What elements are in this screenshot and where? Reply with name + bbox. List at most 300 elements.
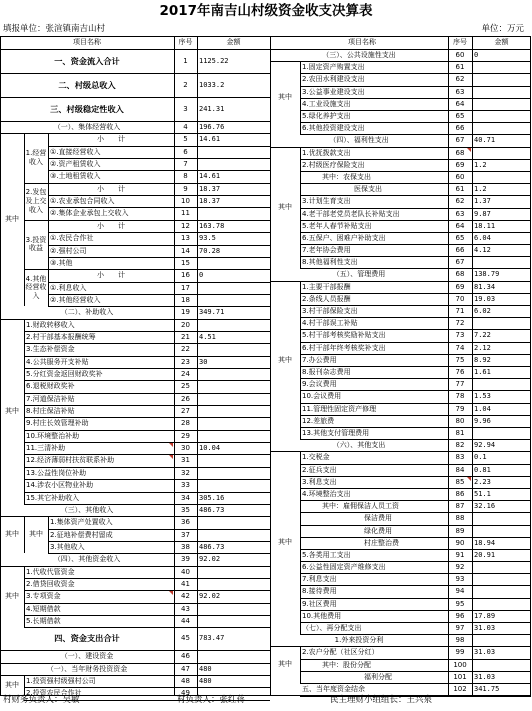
right-row-no: 100 [453,660,467,669]
right-side-label: 其中 [278,203,292,212]
right-row-amount: 31.03 [474,648,496,657]
left-row-amount [199,454,270,466]
left-row-no: 20 [181,320,190,329]
left-row-amount: 486.73 [199,542,225,551]
left-row-label: （三）、其他收入 [60,505,114,514]
right-row-label: 4.老干部老党员老队长补贴支出 [302,209,400,218]
right-row-no: 64 [455,99,465,108]
right-row-amount [474,585,531,597]
right-row-label: 2.条线人员报酬 [302,294,351,303]
left-row-label: 4.公共服务开支补贴 [26,357,89,366]
left-row-amount [199,405,270,417]
right-row-amount [474,561,531,573]
left-row-amount: 18.37 [199,184,221,193]
right-row-no: 85 [455,477,465,486]
right-row-amount [474,256,531,268]
right-row-label: 9.会议费用 [302,380,337,389]
right-row-no: 69 [455,160,465,169]
left-side-col-line [24,675,25,696]
right-row-amount [474,98,531,110]
right-row-no: 61 [455,63,465,72]
left-row-amount: 1033.2 [199,81,225,89]
right-row-label: 3.公益事业建设支出 [302,87,365,96]
left-row-amount [199,467,270,479]
left-row-label: （一）、建设资金 [60,652,114,661]
left-row-label: 13.公益性岗位补助 [26,468,87,477]
left-row-label: （一）、当年财务投资资金 [46,664,128,673]
right-row-amount [474,598,531,610]
left-row-no: 29 [181,431,190,440]
left-header-no: 序号 [178,38,193,46]
right-row-label: 3.计划生育支出 [302,197,351,206]
right-row-no: 62 [455,75,465,84]
right-row-no: 69 [455,282,465,291]
left-row-amount [199,146,270,158]
left-row-amount [199,603,270,615]
right-row-amount: 81.34 [474,282,496,291]
right-row-amount: 18.94 [474,538,496,547]
right-row-no: 64 [455,221,465,230]
right-row-no: 60 [455,51,465,59]
right-row-amount [474,512,531,524]
right-side-label: 其中 [278,538,292,547]
right-row-no: 66 [455,246,465,255]
right-row-amount [474,73,531,85]
left-row-no: 30 [181,444,190,453]
right-row-no: 101 [453,672,467,681]
left-group-line [24,183,48,184]
left-row-label: 3.生态补偿资金 [26,345,75,354]
right-row-amount [474,122,531,134]
left-row-no: 12 [181,221,190,230]
comment-marker-icon [169,591,173,595]
left-group-col-line [48,133,49,306]
right-row-no: 77 [455,380,465,389]
left-row-label: 5.分红资金返回财政奖补 [26,370,103,378]
right-row-amount: 1.61 [474,368,491,376]
left-side-label: 其中 [5,406,19,415]
left-row-no: 42 [181,592,190,601]
left-group-label: 4.其他经营收入 [25,274,47,301]
right-row-amount: 4.12 [474,246,491,255]
left-row-no: 26 [181,394,190,403]
left-group-line [24,220,48,221]
reporting-unit: 填报单位：张渲镇南吉山村 [3,24,106,34]
left-group-label: 2.发包及上交收入 [25,188,47,214]
right-row-label: 8.接待费用 [302,587,337,596]
left-row-no: 38 [181,542,190,551]
right-row-label: 6.公益性固定资产维修支出 [302,563,386,572]
left-row-label: 7.河道保洁补贴 [26,394,75,403]
left-row-amount: 196.76 [199,123,225,131]
left-row-label: 5.长期借款 [26,617,61,625]
right-row-amount [474,573,531,585]
right-row-label: 5.老年人春节补贴支出 [302,221,372,230]
right-row-label: 3.利息支出 [302,477,337,486]
left-row-no: 48 [181,677,190,686]
left-side-label: 其中 [5,215,19,224]
left-row-amount: 10.04 [199,444,221,453]
left-row-no: 39 [181,555,190,564]
left-row-amount: 14.61 [199,135,221,144]
right-row-amount: 1.53 [474,392,491,401]
left-row-amount [199,430,270,442]
left-side-col-line [24,566,25,628]
right-row-label: 4.环境整治支出 [302,489,351,498]
right-row-label: 10.其他费用 [302,611,342,620]
right-row-label: 4.工业设施支出 [302,99,351,108]
right-row-amount: 2.23 [474,477,491,486]
comment-marker-icon [169,455,173,459]
left-row-amount: 92.02 [199,592,221,601]
right-row-no: 82 [455,441,465,450]
right-row-no: 73 [455,331,465,340]
right-side-label: 其中 [278,660,292,669]
left-row-amount [199,319,270,331]
right-row-label: 7.办公费用 [302,355,337,364]
left-row-no: 46 [181,652,190,661]
right-row-no: 91 [455,550,465,559]
left-row-no: 16 [181,271,190,280]
right-row-amount: 51.1 [474,489,491,498]
left-row-no: 17 [181,283,190,292]
right-row-amount: 17.89 [474,611,496,620]
right-row-no: 80 [455,416,465,425]
right-row-amount: 40.71 [474,136,496,145]
right-row-label: 12.差旅费 [302,416,335,425]
left-row-no: 9 [183,184,188,193]
left-row-label: 11.三清补助 [26,444,66,453]
left-row-no: 15 [181,258,190,267]
left-row-no: 47 [181,664,190,673]
left-row-label: 二、村级总收入 [58,80,116,90]
left-row-no: 21 [181,332,190,341]
left-row-no: 22 [181,345,190,354]
left-row-amount: 480 [199,664,212,673]
right-row-label: 2.征兵支出 [302,465,337,474]
left-group-label: 3.投资收益 [25,235,47,253]
left-row-no: 18 [181,295,190,304]
right-row-label: 5.村干部考核奖励补贴支出 [302,331,386,340]
left-row-no: 41 [181,579,190,588]
right-row-no: 72 [455,319,465,328]
left-row-amount: 349.71 [199,308,225,317]
right-side-label: 其中 [278,93,292,102]
right-row-amount: 1.2 [474,160,487,169]
left-header-item: 项目名称 [73,38,101,46]
right-row-no: 61 [455,185,465,194]
left-row-label: ②.强村公司 [50,246,87,255]
right-row-no: 89 [455,526,465,535]
right-row-label: 10.会议费用 [302,392,342,401]
right-side-col-line [300,451,301,634]
left-row-label: 一、资金流入合计 [54,56,120,66]
finance-officer-signature: 村财务负责人：吴敏 [3,695,80,705]
left-row-amount: 18.37 [199,197,221,206]
right-row-no: 102 [453,685,467,693]
right-row-no: 60 [455,172,465,181]
left-row-label: 1.财政转移收入 [26,320,75,329]
left-row-amount [199,158,270,170]
left-row-amount [199,368,270,380]
right-row-amount [474,317,531,329]
left-row-label: 2.借贷回收资金 [26,579,75,588]
right-row-amount [474,147,531,159]
left-row-amount [199,282,270,294]
left-row-label: ②.集体企业承包上交收入 [50,209,129,218]
right-row-no: 75 [455,355,465,364]
left-row-label: 6.退税财政奖补 [26,382,75,391]
left-group-col-line [48,516,49,553]
left-row-no: 14 [181,246,190,255]
right-row-no: 65 [455,111,465,120]
left-group-label: 1.经营收入 [25,149,47,167]
left-row-label: 小 计 [97,271,125,280]
left-row-no: 49 [181,689,190,698]
right-row-no: 76 [455,368,465,376]
right-row-amount: 2.12 [474,343,491,352]
left-row-label: 2.村干部基本报酬统筹 [26,332,96,341]
right-row-label: 11.管理性固定资产修理 [302,404,377,413]
left-row-no: 44 [181,617,190,625]
right-row-amount: 92.94 [474,441,496,450]
left-row-no: 43 [181,604,190,613]
right-row-no: 86 [455,489,465,498]
right-row-amount [474,171,531,183]
left-row-label: ①.直接经营收入 [50,147,101,156]
left-row-label: ③.土地租赁收入 [50,172,101,181]
left-row-amount [199,479,270,491]
left-row-amount: 1125.22 [199,57,229,65]
left-row-no: 6 [183,147,188,156]
right-side-col-line [300,147,301,269]
left-row-no: 24 [181,370,190,378]
left-row-amount [199,257,270,269]
right-row-label: 保洁费用 [364,514,392,523]
right-row-no: 62 [455,197,465,206]
left-row-label: 15.其它补助收入 [26,493,80,502]
left-row-amount: 30 [199,357,208,366]
right-row-no: 87 [455,502,465,511]
comment-marker-icon [169,443,173,447]
right-row-no: 93 [455,575,465,584]
right-header-item: 项目名称 [348,38,376,46]
right-row-amount: 19.03 [474,294,496,303]
right-row-label: 福利分配 [364,672,392,681]
right-side-label: 其中 [278,355,292,364]
right-row-label: 3.村干部保险支出 [302,307,358,316]
right-row-amount: 1.37 [474,197,491,206]
currency-unit: 单位：万元 [481,24,524,34]
right-row-no: 92 [455,563,465,572]
right-row-amount [474,427,531,439]
right-row-amount [474,61,531,73]
left-group-label: 其中 [29,530,43,539]
right-row-no: 66 [455,124,465,133]
right-row-no: 68 [455,270,465,279]
left-row-no: 31 [181,456,190,465]
right-row-label: 绿化费用 [364,526,392,535]
left-row-amount [199,343,270,355]
left-row-no: 23 [181,357,190,366]
right-row-amount: 1.2 [474,185,487,194]
left-row-no: 27 [181,407,190,416]
left-row-amount: 93.5 [199,234,216,243]
left-row-label: 2.投资农民合作社 [26,689,82,698]
right-row-label: 1.外来投资分利 [334,636,384,645]
left-row-label: 四、资金支出合计 [54,633,120,644]
left-row-no: 45 [181,634,190,643]
right-row-label: 其中：雇佣保洁人员工资 [322,502,399,511]
right-row-label: 9.社区费用 [302,599,337,608]
right-row-amount: 6.04 [474,233,491,242]
right-row-amount: 9.96 [474,416,491,425]
left-row-label: 1.投资强村级强村公司 [26,677,96,686]
left-row-amount: 163.78 [199,221,225,230]
right-row-no: 67 [455,258,465,267]
left-row-label: 小 计 [97,221,125,230]
left-row-label: 12.经济薄弱村扶贫联系补助 [26,456,115,465]
left-row-no: 35 [181,505,190,514]
right-row-label: 1.主要干部报酬 [302,282,351,291]
left-row-amount [199,529,270,541]
left-row-amount: 92.02 [199,555,221,564]
right-row-label: 2.农户分配（社区分红） [302,648,379,657]
right-header-amount: 金额 [494,38,509,46]
left-row-amount: 4.51 [199,332,216,341]
right-row-no: 97 [455,624,465,633]
right-row-no: 79 [455,404,465,413]
left-row-no: 25 [181,382,190,391]
left-row-label: 1.代收代管资金 [26,567,75,576]
right-side-col-line [300,281,301,440]
right-row-label: 7.老年协会费用 [302,246,351,255]
right-row-label: 1.固定资产购置支出 [302,63,365,72]
right-row-label: 5.绿化养护支出 [302,111,351,120]
right-row-label: 4.村干部误工补贴 [302,319,358,328]
right-row-label: （五）、管理费用 [332,270,386,279]
left-row-no: 13 [181,234,190,243]
right-row-label: 1.优抚拨款支出 [302,148,351,157]
right-row-amount [474,378,531,390]
left-row-label: 小 计 [97,184,125,193]
left-row-amount: 14.61 [199,172,221,181]
right-row-amount: 8.92 [474,355,491,364]
right-row-no: 99 [455,648,465,657]
right-row-amount [474,659,531,671]
left-row-label: 14.涉农小区物业补助 [26,481,94,490]
comment-marker-icon [467,477,471,481]
left-row-no: 19 [181,308,190,317]
right-row-amount: 31.03 [474,624,496,633]
left-row-label: 4.短期借款 [26,604,61,613]
left-row-no: 2 [183,81,188,89]
left-row-label: ③.其他 [50,258,73,267]
right-row-label: 其中：股份分配 [322,660,371,669]
left-row-amount [199,650,270,662]
right-row-no: 81 [455,428,465,437]
right-row-amount: 138.79 [474,270,500,279]
right-row-no: 71 [455,307,465,316]
left-row-amount [199,207,270,219]
left-row-no: 37 [181,530,190,539]
right-row-label: （三）、公共设施性支出 [322,51,396,59]
left-row-label: 1.集体资产处置收入 [50,518,113,527]
right-row-no: 70 [455,294,465,303]
left-row-label: 3.专项资金 [26,592,61,601]
right-side-col-line [300,61,301,134]
left-row-label: ②.其他经营收入 [50,295,101,304]
left-row-no: 40 [181,567,190,576]
left-row-no: 5 [183,135,188,144]
right-row-no: 88 [455,514,465,523]
left-row-label: ①.农业承包合同收入 [50,197,115,206]
left-row-no: 10 [181,197,190,206]
right-row-amount [474,634,531,646]
right-row-amount: 0.81 [474,465,491,474]
right-row-label: 7.利息支出 [302,575,337,584]
left-row-amount [199,393,270,405]
left-row-label: 9.村庄长效管理补助 [26,419,89,428]
left-row-label: （四）、其他资金收入 [53,555,121,564]
right-row-amount [474,525,531,537]
right-row-amount: 341.75 [474,685,500,693]
left-row-label: （一）、集体经营收入 [53,123,121,131]
left-side-col-line [24,319,25,504]
right-row-no: 63 [455,87,465,96]
left-group-line [24,269,48,270]
right-row-amount [474,86,531,98]
right-row-label: 村庄整治费 [364,538,399,547]
right-row-label: （七）、再分配支出 [302,624,362,633]
left-row-no: 28 [181,419,190,428]
right-row-amount: 9.87 [474,209,491,218]
left-side-label: 其中 [5,530,19,539]
right-row-amount: 0.1 [474,453,487,462]
left-row-label: 8.村庄保洁补贴 [26,407,75,416]
right-row-label: 其中：农保支出 [322,172,371,181]
left-row-label: 10.环境整治补助 [26,431,80,440]
left-row-no: 3 [183,105,188,113]
left-row-amount: 305.16 [199,493,225,502]
left-row-label: 2.征地补偿费村留成 [50,530,113,539]
left-side-label: 其中 [5,592,19,601]
right-row-amount: 18.11 [474,221,496,230]
finance-group-leader-signature: 民主理财小组组长：王兴泉 [330,695,433,705]
right-row-label: 6.五保户、困难户补助支出 [302,233,386,242]
right-row-no: 74 [455,343,465,352]
left-row-no: 1 [183,57,188,65]
right-row-label: 2.农田水利建设支出 [302,75,365,84]
right-row-amount: 32.16 [474,502,496,511]
left-row-amount: 70.28 [199,246,221,255]
right-row-label: 五、当年度资金结余 [302,685,365,693]
left-row-label: ②.资产租赁收入 [50,160,101,169]
right-row-label: （四）、福利性支出 [329,136,389,145]
right-row-amount [474,110,531,122]
left-side-label: 其中 [5,681,19,690]
left-row-amount [199,294,270,306]
left-row-label: （二）、补助收入 [60,308,114,317]
right-row-amount: 6.02 [474,307,491,316]
right-row-label: 5.各类用工支出 [302,550,351,559]
left-row-label: 小 计 [97,135,125,144]
right-row-no: 83 [455,453,465,462]
right-row-no: 98 [455,636,465,645]
village-head-signature: 村负责人：张红蒋 [177,695,246,705]
right-row-label: 6.村干部年终考核奖补支出 [302,343,386,352]
left-row-label: ①.利息收入 [50,283,87,292]
